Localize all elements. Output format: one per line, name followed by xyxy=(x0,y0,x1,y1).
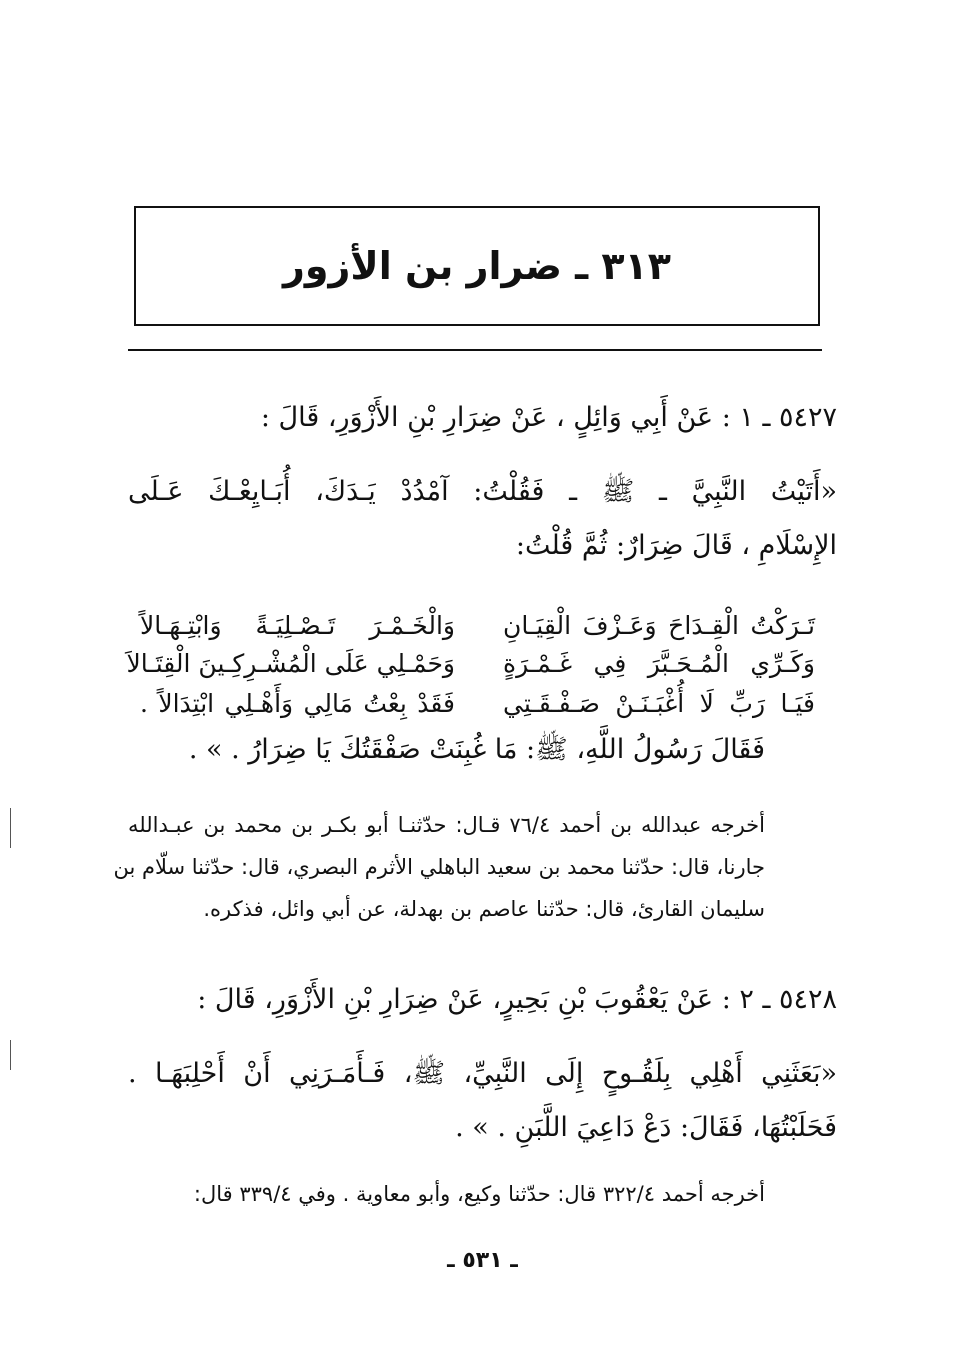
hadith-1-line-3: الإِسْلَامِ ، قَالَ ضِرَارٌ: ثُمَّ قُلْتُ: xyxy=(515,530,837,561)
poem-verse-2-second-hemistich: وَحَمْـلِي عَلَى الْمُشْـرِكِـينَ الْقِتَـالاَ xyxy=(126,649,455,678)
hadith-1-line-2: «أَتَيْتُ النَّبِيَّ ـ ﷺ ـ فَقُلْتُ: آمْدُدْ يَـدَكَ، أُبَـايِعْـكَ عَـلَى xyxy=(128,476,837,507)
takhrij-1-line-2: جارنا، قال: حدّثنا محمد بن سعيد الباهلي الأثرم البصري، قال: حدّثنا سلّام بن xyxy=(113,855,765,879)
scan-margin-mark xyxy=(10,808,11,848)
poem-verse-3-first-hemistich: فَيَـا رَبِّ لَا أُغْبَـنَـنْ صَـفْـقَـتِي xyxy=(503,689,815,718)
takhrij-2-line-1: أخرجه أحمد ٣٢٢/٤ قال: حدّثنا وكيع، وأبو معاوية . وفي ٣٣٩/٤ قال: xyxy=(193,1182,765,1206)
poem-verse-2-first-hemistich: وَكَـرِّي الْمُـحَـبَّرَ فِي غَـمْـرَةٍ xyxy=(503,649,815,678)
chapter-title-box xyxy=(134,206,820,326)
page-number: ـ ٥٣١ ـ xyxy=(447,1248,518,1273)
poem-verse-1-first-hemistich: تَـرَكْتُ الْقِـدَاحَ وَعَـزْفَ الْقِيَـانِ xyxy=(503,611,815,640)
header-rule xyxy=(128,349,822,351)
hadith-1-closing: فَقَالَ رَسُولُ اللَّهِ، ﷺ: مَا غُبِنَتْ صَفْقَتُكَ يَا ضِرَارُ . » . xyxy=(188,734,765,765)
poem-verse-3-second-hemistich: فَقَدْ بِعْتُ مَالِي وَأَهْـلِي ابْتِدَالاً . xyxy=(140,689,455,718)
scan-margin-mark xyxy=(10,1040,11,1070)
hadith-2-line-2: «بَعَثَنِي أَهْلِي بِلَقُـوحٍ إِلَى النَّبِيِّ، ﷺ، فَـأَمَـرَنِي أَنْ أَحْلِبَهَـا . xyxy=(128,1058,837,1089)
hadith-1-line-1: ٥٤٢٧ ـ ١ : عَنْ أَبِي وَائِلٍ ، عَنْ ضِرَارِ بْنِ الأَزْوَرِ، قَالَ : xyxy=(260,402,837,433)
poem-verse-1-second-hemistich: وَالْخَـمْـرَ تَـصْـلِيَـةً وَابْتِـهَـالاً xyxy=(140,611,455,640)
chapter-title: ٣١٣ ـ ضرار بن الأزور xyxy=(283,244,671,288)
takhrij-1-line-3: سليمان القارئ، قال: حدّثنا عاصم بن بهدلة، عن أبي وائل، فذكره. xyxy=(203,897,765,921)
takhrij-1-line-1: أخرجه عبدالله بن أحمد ٧٦/٤ قـال: حدّثنـا أبو بكـر بن محمد بن عبـدالله xyxy=(128,813,765,837)
hadith-2-line-3: فَحَلَبْتُهَا، فَقَالَ: دَعْ دَاعِيَ اللَّبَنِ . » . xyxy=(455,1112,837,1143)
hadith-2-line-1: ٥٤٢٨ ـ ٢ : عَنْ يَعْقُوبَ بْنِ بَحِيرٍ، عَنْ ضِرَارِ بْنِ الأَزْوَرِ، قَالَ : xyxy=(197,984,837,1015)
